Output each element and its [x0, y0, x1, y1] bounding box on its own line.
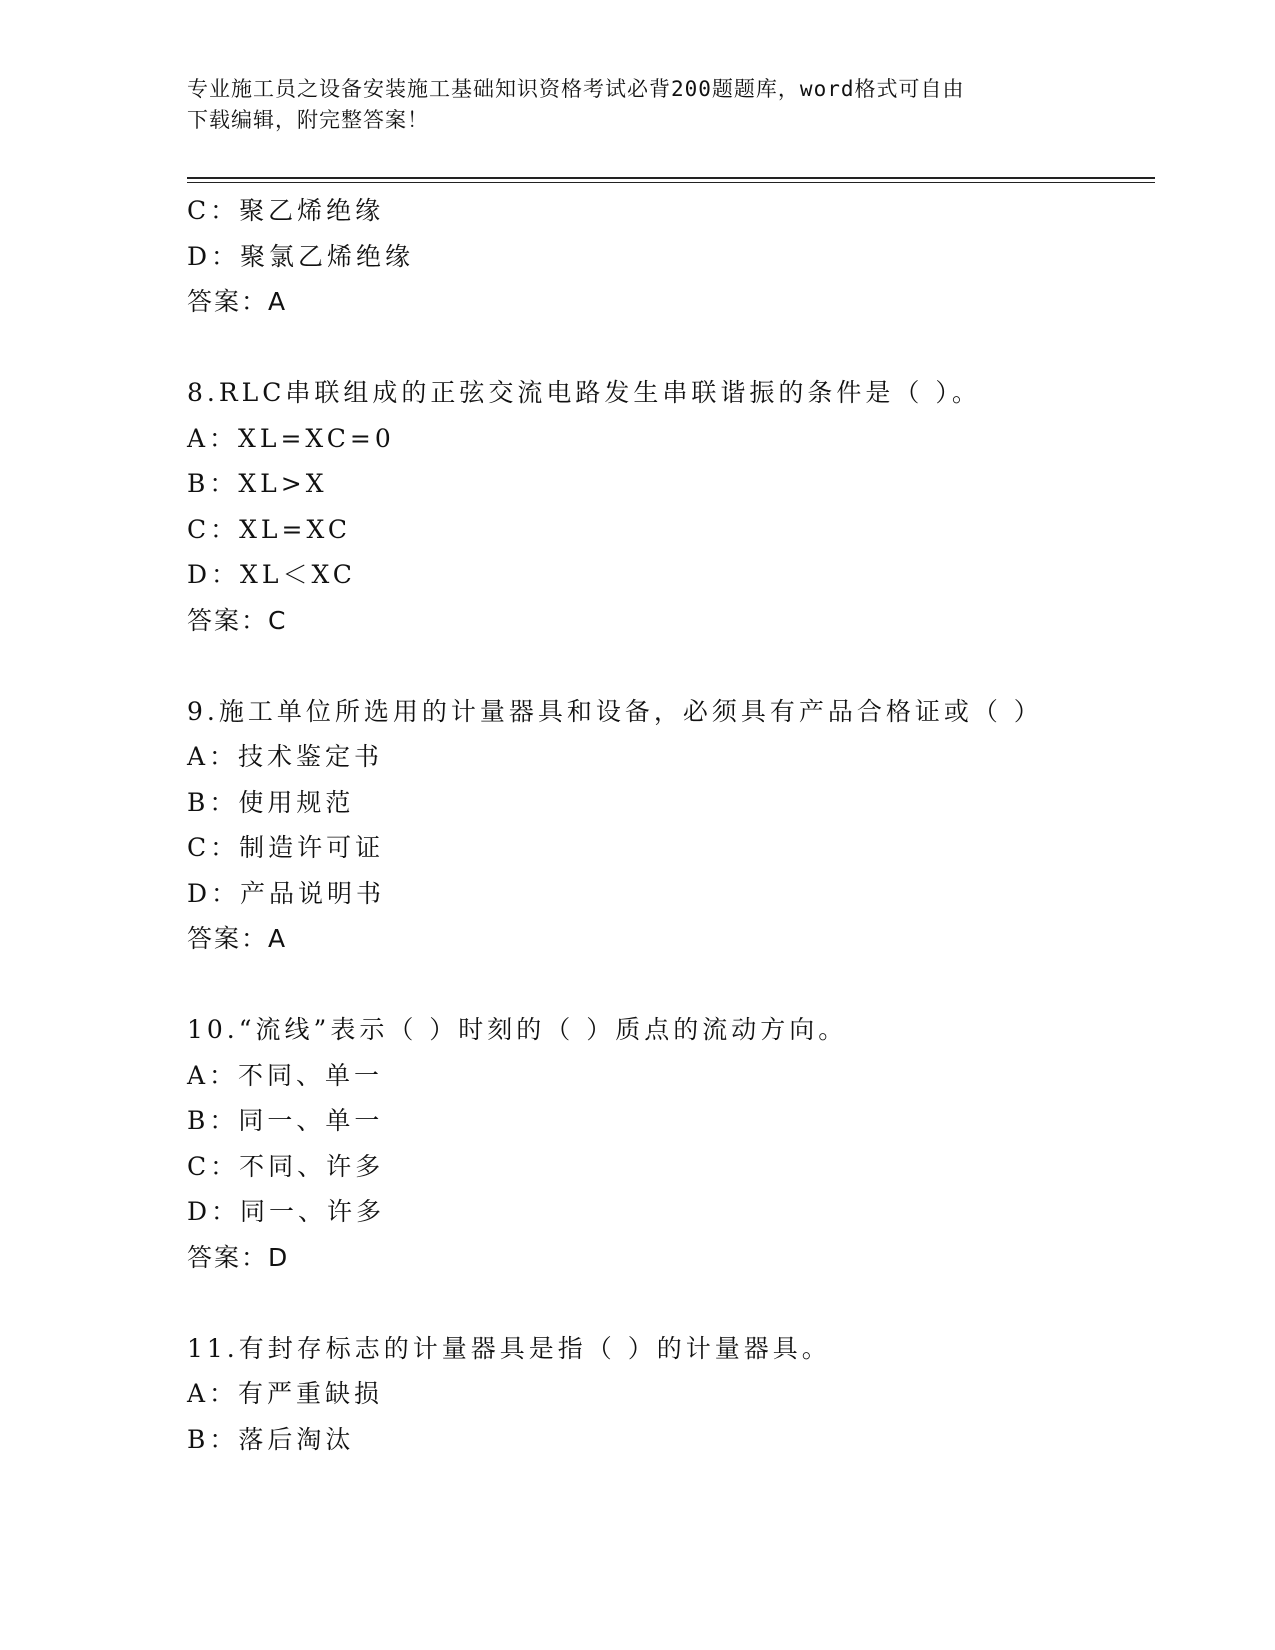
answer-option: B：使用规范 — [187, 787, 355, 817]
question-text: 10.“流线”表示（ ）时刻的（ ）质点的流动方向。 — [187, 1015, 848, 1044]
answer-option: D：XL＜XC — [187, 560, 356, 589]
answer-option: C：不同、许多 — [187, 1151, 385, 1181]
answer-option: A：技术鉴定书 — [187, 742, 384, 771]
answer-key: 答案：A — [187, 924, 288, 953]
answer-option: C：制造许可证 — [187, 833, 385, 862]
answer-option: B：XL>X — [187, 469, 328, 498]
answer-option: A：有严重缺损 — [187, 1379, 384, 1408]
answer-option: D：聚氯乙烯绝缘 — [187, 241, 415, 271]
blank-spacer — [187, 962, 1155, 1008]
answer-option: B：同一、单一 — [187, 1106, 384, 1135]
answer-option: D：同一、许多 — [187, 1197, 386, 1226]
header-line-1: 专业施工员之设备安装施工基础知识资格考试必背200题题库，word格式可自由 — [187, 77, 965, 101]
answer-option: C：XL=XC — [187, 514, 351, 544]
question-text: 9.施工单位所选用的计量器具和设备，必须具有产品合格证或（ ） — [187, 696, 1043, 726]
blank-spacer — [187, 325, 1155, 371]
answer-option: B：落后淘汰 — [187, 1424, 355, 1454]
header-line-2: 下载编辑，附完整答案！ — [187, 108, 429, 132]
answer-option: A：不同、单一 — [187, 1060, 384, 1090]
blank-spacer — [187, 1280, 1155, 1326]
answer-key: 答案：A — [187, 287, 288, 316]
answer-option: A：XL=XC=0 — [187, 423, 395, 453]
question-text: 11.有封存标志的计量器具是指（ ）的计量器具。 — [187, 1333, 831, 1363]
question-text: 8.RLC串联组成的正弦交流电路发生串联谐振的条件是（ ）。 — [187, 378, 981, 407]
document-header — [187, 74, 1087, 136]
header-divider-thick — [187, 177, 1155, 179]
blank-spacer — [187, 643, 1155, 689]
answer-option: D：产品说明书 — [187, 878, 386, 908]
answer-key: 答案：C — [187, 605, 288, 635]
answer-key: 答案：D — [187, 1242, 290, 1272]
header-divider-thin — [187, 182, 1155, 183]
question-list — [187, 188, 1155, 1462]
answer-option: C：聚乙烯绝缘 — [187, 196, 385, 225]
